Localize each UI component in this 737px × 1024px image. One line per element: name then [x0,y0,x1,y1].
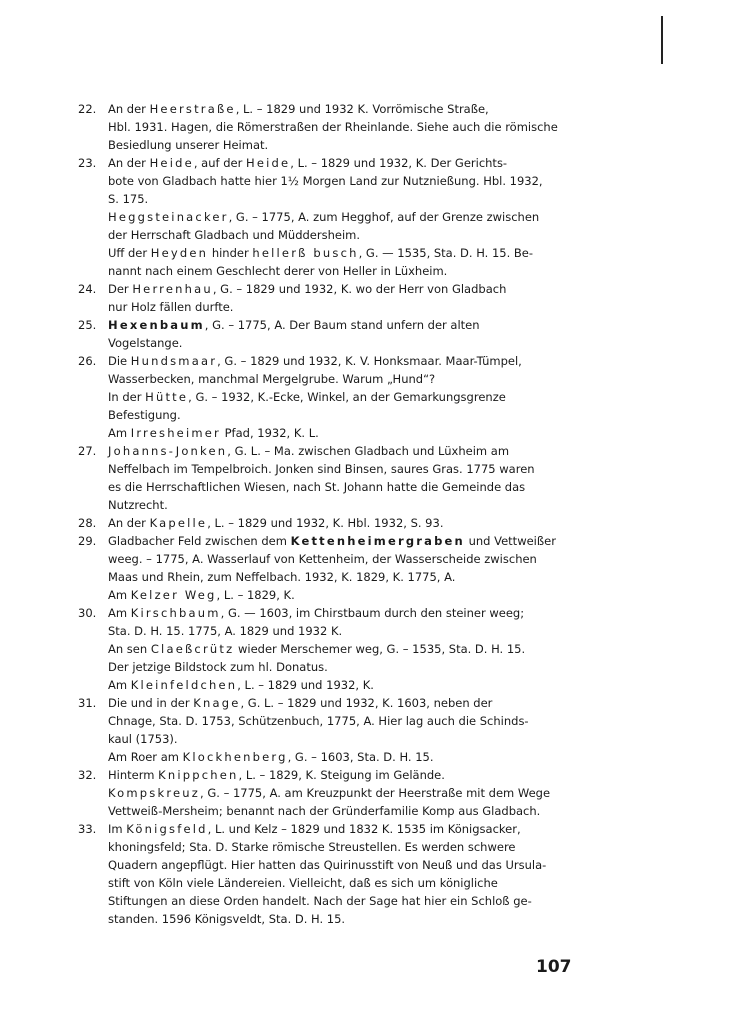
place-name: Irresheimer [130,426,221,440]
text-segment: Der [108,282,133,296]
text-segment: , L. – 1829 und 1932, K. Hbl. 1932, S. 93. [207,516,444,530]
text-line [108,586,578,604]
place-name: Hexenbaum [108,318,205,332]
text-segment: Am [108,588,131,602]
text-segment: weeg. – 1775, A. Wasserlauf von Kettenheim, der Wasserscheide zwischen [108,552,537,566]
place-name: hellerß busch [252,246,359,260]
text-segment: , L. – 1829 und 1932 K. Vorrömische Straße, [235,102,489,116]
place-name: Heerstraße [149,102,236,116]
text-line [108,532,578,550]
text-line [108,802,578,820]
text-segment: nur Holz fällen durfte. [108,300,234,314]
text-segment: Nutzrecht. [108,498,168,512]
text-segment: Am [108,426,131,440]
text-line [108,406,578,424]
text-segment: Hinterm [108,768,159,782]
place-name: Johanns-Jonken [108,444,228,458]
text-segment: , L. und Kelz – 1829 und 1832 K. 1535 im Königsacker, [207,822,521,836]
text-line [108,280,578,298]
place-name: Kettenheimergraben [290,534,465,548]
text-segment: Im [108,822,127,836]
entry-text [108,352,578,442]
text-line [108,442,578,460]
text-line [108,244,578,262]
text-line [108,784,578,802]
entry [78,442,578,514]
margin-mark [661,16,663,64]
text-segment: , G. – 1775, A. zum Hegghof, auf der Grenze zwischen [228,210,540,224]
text-line [108,856,578,874]
place-name: Herrenhau [132,282,213,296]
entry-text [108,604,578,694]
place-name: Heide [149,156,194,170]
text-segment: bote von Gladbach hatte hier 1½ Morgen Land zur Nutznießung. Hbl. 1932, [108,174,543,188]
text-segment: Die [108,354,131,368]
text-segment: stift von Köln viele Ländereien. Vielleicht, daß es sich um königliche [108,876,498,890]
text-segment: Am [108,606,131,620]
text-segment: An sen [108,642,151,656]
entry-number: 24. [78,282,97,296]
entry [78,280,578,316]
place-name: Königsfeld [126,822,208,836]
text-segment: Vogelstange. [108,336,183,350]
text-line [108,388,578,406]
entry [78,820,578,928]
text-line [108,118,578,136]
text-segment: Vettweiß-Mersheim; benannt nach der Gründerfamilie Komp aus Gladbach. [108,804,541,818]
entry-text [108,442,578,514]
document-body [78,100,578,928]
entry-number: 33. [78,822,97,836]
text-segment: An der [108,156,150,170]
text-line [108,154,578,172]
place-name: Kompskreuz [108,786,201,800]
text-segment: , G. – 1829 und 1932, K. V. Honksmaar. Maar-Tümpel, [217,354,522,368]
text-segment: es die Herrschaftlichen Wiesen, nach St. Johann hatte die Gemeinde das [108,480,526,494]
text-line [108,622,578,640]
text-line [108,550,578,568]
text-line [108,640,578,658]
entry [78,316,578,352]
text-segment: , G. L. – Ma. zwischen Gladbach und Lüxheim am [227,444,510,458]
text-segment: Hbl. 1931. Hagen, die Römerstraßen der Rheinlande. Siehe auch die römische [108,120,558,134]
text-line [108,514,578,532]
entry-text [108,820,578,928]
text-line [108,604,578,622]
place-name: Hütte [145,390,189,404]
text-segment: S. 175. [108,192,149,206]
entry-number: 26. [78,354,97,368]
text-segment: , L. – 1829, K. Steigung im Gelände. [238,768,445,782]
page-number: 107 [536,957,572,977]
entry-text [108,154,578,280]
text-segment: , G. — 1535, Sta. D. H. 15. Be- [358,246,534,260]
text-line [108,370,578,388]
text-segment: , G. – 1932, K.-Ecke, Winkel, an der Gemarkungsgrenze [188,390,506,404]
entry-text [108,532,578,604]
place-name: Knage [193,696,241,710]
text-line [108,262,578,280]
text-segment: , G. – 1603, Sta. D. H. 15. [287,750,434,764]
text-segment: und Vettweißer [464,534,556,548]
text-line [108,496,578,514]
text-segment: , G. – 1829 und 1932, K. wo der Herr von Gladbach [212,282,507,296]
text-line [108,298,578,316]
text-line [108,226,578,244]
place-name: Knippchen [158,768,239,782]
text-line [108,910,578,928]
text-segment: An der [108,102,150,116]
text-segment: , G. – 1775, A. am Kreuzpunkt der Heerstraße mit dem Wege [200,786,551,800]
entry [78,766,578,820]
entry [78,352,578,442]
text-segment: , G. L. – 1829 und 1932, K. 1603, neben der [240,696,493,710]
text-segment: Pfad, 1932, K. L. [220,426,319,440]
entry-text [108,766,578,820]
text-segment: standen. 1596 Königsveldt, Sta. D. H. 15. [108,912,346,926]
entry [78,694,578,766]
text-segment: khoningsfeld; Sta. D. Starke römische Streustellen. Es werden schwere [108,840,516,854]
text-segment: , G. – 1775, A. Der Baum stand unfern der alten [204,318,480,332]
entry-text [108,280,578,316]
place-name: Klockhenberg [182,750,288,764]
text-segment: Der jetzige Bildstock zum hl. Donatus. [108,660,328,674]
text-segment: , L. – 1829, K. [216,588,295,602]
text-segment: Die und in der [108,696,194,710]
text-segment: Am Roer am [108,750,183,764]
entry-number: 29. [78,534,97,548]
text-line [108,172,578,190]
entry [78,514,578,532]
entry-text [108,100,578,154]
text-line [108,352,578,370]
text-line [108,712,578,730]
text-segment: , L. – 1829 und 1932, K. Der Gerichts- [290,156,508,170]
text-line [108,100,578,118]
text-line [108,730,578,748]
place-name: Heide [245,156,291,170]
text-line [108,658,578,676]
entry-text [108,316,578,352]
text-line [108,568,578,586]
entry-number: 30. [78,606,97,620]
text-segment: Neffelbach im Tempelbroich. Jonken sind Binsen, saures Gras. 1775 waren [108,462,535,476]
text-line [108,892,578,910]
place-name: Kapelle [149,516,208,530]
text-segment: Uff der [108,246,151,260]
text-line [108,316,578,334]
entry [78,154,578,280]
text-line [108,874,578,892]
text-segment: der Herrschaft Gladbach und Müddersheim. [108,228,361,242]
text-line [108,190,578,208]
entry-number: 22. [78,102,97,116]
text-segment: Quadern angepflügt. Hier hatten das Quirinusstift von Neuß und das Ursula- [108,858,547,872]
text-segment: Besiedlung unserer Heimat. [108,138,269,152]
entry [78,100,578,154]
text-segment: Chnage, Sta. D. 1753, Schützenbuch, 1775, A. Hier lag auch die Schinds- [108,714,529,728]
place-name: Heyden [150,246,209,260]
text-line [108,676,578,694]
text-line [108,694,578,712]
text-segment: Stiftungen an diese Orden handelt. Nach der Sage hat hier ein Schloß ge- [108,894,532,908]
text-segment: Maas und Rhein, zum Neffelbach. 1932, K. 1829, K. 1775, A. [108,570,456,584]
text-segment: , L. – 1829 und 1932, K. [237,678,374,692]
text-line [108,820,578,838]
text-segment: An der [108,516,150,530]
text-segment: In der [108,390,146,404]
text-segment: Wasserbecken, manchmal Mergelgrube. Warum „Hund“? [108,372,436,386]
entry-text [108,694,578,766]
text-segment: Sta. D. H. 15. 1775, A. 1829 und 1932 K. [108,624,343,638]
text-line [108,334,578,352]
entry-number: 23. [78,156,97,170]
text-line [108,838,578,856]
text-segment: wieder Merschemer weg, G. – 1535, Sta. D. H. 15. [234,642,526,656]
entry-number: 27. [78,444,97,458]
text-line [108,478,578,496]
text-segment: nannt nach einem Geschlecht derer von Heller in Lüxheim. [108,264,448,278]
text-line [108,424,578,442]
entry [78,532,578,604]
place-name: Hundsmaar [130,354,218,368]
entry-number: 31. [78,696,97,710]
place-name: Heggsteinacker [108,210,229,224]
text-segment: Befestigung. [108,408,181,422]
entry-number: 28. [78,516,97,530]
text-segment: hinder [208,246,253,260]
entry-text [108,514,578,532]
entry-number: 25. [78,318,97,332]
place-name: Claeßcrütz [150,642,235,656]
place-name: Kleinfeldchen [130,678,238,692]
text-segment: , auf der [193,156,246,170]
text-segment: , G. — 1603, im Chirstbaum durch den steiner weeg; [220,606,525,620]
place-name: Kirschbaum [130,606,221,620]
entry [78,604,578,694]
text-line [108,208,578,226]
text-segment: Am [108,678,131,692]
text-segment: Gladbacher Feld zwischen dem [108,534,291,548]
text-line [108,748,578,766]
text-line [108,460,578,478]
text-line [108,136,578,154]
entry-number: 32. [78,768,97,782]
place-name: Kelzer Weg [130,588,217,602]
text-line [108,766,578,784]
text-segment: kaul (1753). [108,732,178,746]
